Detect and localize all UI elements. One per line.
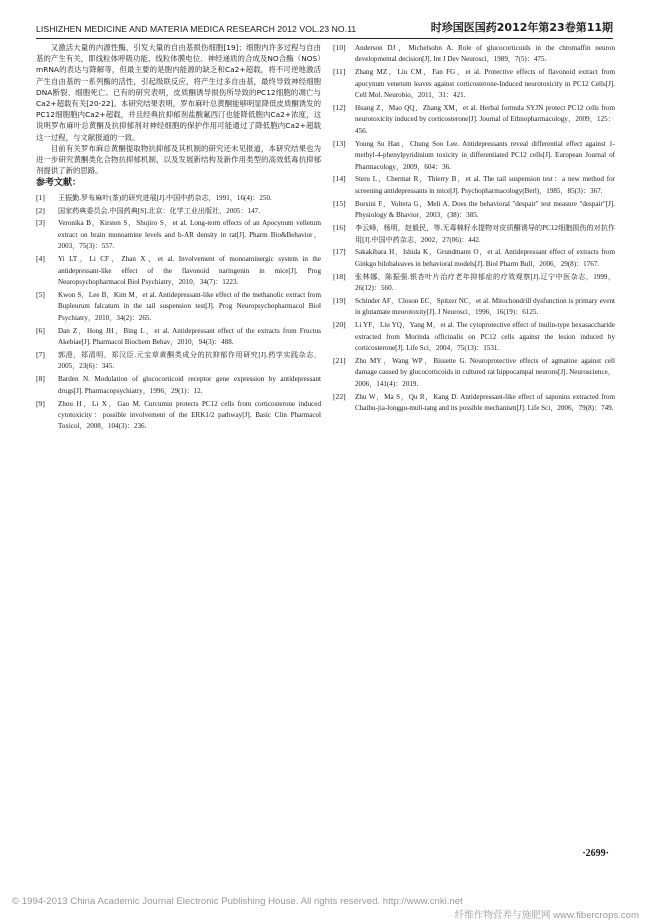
reference-text: Steru L，Chermat R，Thierry B，et al. The tail suspension test：a new method for screening antidepressants in mice[J]. Psychopharmacology(Berl)，1985，85(3)：367.: [355, 175, 615, 195]
reference-number: [18]: [333, 271, 346, 281]
reference-item: [36, 289, 321, 323]
reference-number: [9]: [36, 398, 45, 408]
reference-number: [8]: [36, 374, 45, 384]
reference-list-right: [333, 42, 615, 414]
copyright-text: © 1994-2013 China Academic Journal Electronic Publishing House. All rights reserved.: [12, 896, 381, 907]
reference-item: [333, 66, 615, 100]
reference-text: Barden N. Modulation of glucocorticoid receptor gene expression by antidepressant drugs[J]. Pharmacopsychiatry，1996，29(1)：12.: [58, 375, 321, 395]
reference-text: Huang Z，Mao QQ，Zhang XM，et al. Herbal formula SYJN protect PC12 cells from neurotoxicity induced by corticosterone[J]. Journal of Ethnopharmacology，2009，125：456.: [355, 104, 615, 135]
reference-text: 王振勤.罗布麻叶(茶)的研究进展[J].中国中药杂志，1991，16(4)：250.: [58, 193, 272, 202]
reference-text: Borsini F，Voltera G，Meli A. Does the behavioral "despair" test measure "despair"[J]. Physiology & Bhavior，2003，(38)：385.: [355, 199, 615, 220]
reference-number: [16]: [333, 223, 346, 233]
reference-number: [20]: [333, 320, 346, 330]
reference-number: [10]: [333, 43, 346, 52]
reference-number: [6]: [36, 325, 45, 335]
reference-item: [36, 192, 321, 203]
reference-item: [333, 222, 615, 245]
reference-item: [333, 173, 615, 196]
reference-text: Young Su Han，Chung Soo Lee. Antidepressants reveal differential effect against 1-methyl-4-phenylpyridinium toxicity in differentiated PC12 cells[J]. European Journal of Pharmacology，2009，604：36.: [355, 139, 615, 171]
reference-text: Veronika B，Kirsten S，Shujiro S，et al. Long-term effects of an Apocynum velletum extract on brain monoamine levels and b-AR density in rat[J]. Pharm Bio&Behavior，2003，75(3)：557.: [58, 219, 321, 251]
reference-text: Yi LT，Li CF，Zhan X，et al. Involvement of monoaminergic system in the antidepressant-like effect of the flavonoid naringenin in mice[J]. Prog Neuropsychopharmacol Biol Psychiatry，2010，34(7)：1223.: [58, 255, 321, 286]
reference-text: Kwon S，Lee B，Kim M，et al. Antidepressant-like effect of the methanolic extract from Bupleurum falcatum in the tail suspension test[J]. Prog Neuropsychopharmacol Biol Psychiatry，2010，34(2)：265.: [58, 290, 321, 322]
reference-text: 郭澄，郑清明，郑汉臣.元宝草黄酮类成分的抗抑郁作用研究[J].药学实践杂志，2005，23(6)：345.: [58, 350, 321, 371]
reference-text: 国家药典委员会.中国药典[S].北京：化学工业出版社，2005：147.: [58, 206, 260, 215]
cnki-link[interactable]: http://www.cnki.net: [382, 896, 463, 907]
reference-text: Anderson DJ，Michelsohn A. Role of glucocorticoids in the chromaffin neuron developmental decision[J]. Int J Dev Neurosci，1989，7(5)：475.: [355, 44, 615, 64]
reference-item: [333, 355, 615, 389]
page-header: [36, 12, 613, 39]
reference-number: [1]: [36, 192, 45, 202]
reference-text: Schinder AF，Closon EC，Spitzer NC，et al. Mitochondrill dysfunction is primary event in glutamate meurotoxity[J]. J Neurosci，1996，16(19)：6125.: [355, 297, 615, 317]
reference-item: [36, 398, 321, 432]
page-footer: [12, 896, 639, 921]
reference-item: [333, 391, 615, 414]
reference-item: [36, 349, 321, 372]
reference-number: [17]: [333, 247, 346, 257]
reference-text: Zhu W，Ma S，Qu R，Kang D. Antidepressant-like effect of saponins extracted from Chaihu-jia-longgu-muli-tang and its possible mechanism[J]. Life Sci，2006，79(8)：749.: [355, 392, 615, 413]
reference-item: [333, 319, 615, 353]
reference-item: [36, 325, 321, 348]
page-number: ·2699·: [582, 848, 609, 859]
watermark-site: 纤维作物营养与施肥网 www.fibercrops.com: [454, 910, 639, 921]
references-heading: 参考文献：: [36, 178, 82, 189]
reference-number: [3]: [36, 218, 45, 228]
reference-text: Zhu MY，Wang WP，Bissette G. Neuroprotective effects of agmatine against cell damage caused by glucocorticoids in cultured rat hippocampal neurons[J]. Neuroscience，2006，141(4)：2019.: [355, 357, 615, 388]
left-column: [36, 42, 321, 433]
reference-item: [36, 373, 321, 396]
reference-text: 张林娜，陈振强.银杏叶片治疗老年抑郁症的疗效观察[J].辽宁中医杂志，1999，26(12)：560.: [355, 272, 615, 293]
reference-number: [14]: [333, 174, 346, 184]
reference-item: [333, 198, 615, 221]
reference-text: Zhang MZ，Liu CM，Fan FG，et al. Protective effects of flavonoid extract from apocynum venetum leaves against corticosterone-Induced neurotoxicity in PC12 Cells[J]. Cell Mol. Neurobio，2011，31：421.: [355, 68, 615, 100]
reference-item: [333, 271, 615, 294]
reference-number: [11]: [333, 67, 346, 77]
reference-number: [5]: [36, 289, 45, 299]
reference-number: [2]: [36, 205, 45, 215]
reference-number: [4]: [36, 254, 45, 264]
reference-number: [21]: [333, 356, 346, 366]
reference-item: [333, 102, 615, 136]
reference-item: [36, 253, 321, 287]
reference-text: Dan Z，Hong JH，Bing L，et al. Antidepressant effect of the extracts from Fructus Akebiae[J]. Pharmacol Biochem Behav，2010，94(3)：488.: [58, 326, 321, 347]
reference-item: [36, 205, 321, 216]
reference-item: [36, 217, 321, 251]
reference-text: 李云峰，杨明，赵毅民，等.无毒棉籽水提物对皮质酮诱导的PC12细胞损伤的对抗作用[J].中国中药杂志，2002，27(06)：442.: [355, 224, 615, 244]
reference-number: [22]: [333, 391, 346, 401]
body-paragraph-2: 目前有关罗布麻总黄酮提取物抗抑郁及其机制的研究还未见报道，本研究结果也为进一步研究黄酮类化合物抗抑郁机制，以及发展新结构及新作用类型的高效低毒抗抑郁剂提供了新的思路。: [36, 143, 321, 176]
body-paragraph-1: 又激活大量的内源性酶，引发大量的自由基损伤细胞[19]；细胞内许多过程与自由基的产生有关，即线粒体呼吸功能、线粒体膜电位、神经递质的合成及NO合酶（NOS）mRNA的表达与降解等，但最主要的是胞内能源的缺乏和Ca2+超载，将不可逆地激活产生自由基的一系列酶的活性，引起级联反应，将产生过多自由基，最终导致神经细胞DNA断裂、细胞死亡。已有的研究表明，皮质酮诱导损伤所导致的PC12细胞的凋亡与Ca2+超载有关[20-22]。本研究结果表明，罗布麻叶总黄酮能够明显降低皮质酮诱发的PC12细胞胞内Ca2+超载，并且经典抗抑郁剂盐酸氟西汀也能降低胞内Ca2+浓度，这说明罗布麻叶总黄酮及抗抑郁剂对神经细胞的保护作用可能通过了降低胞内Ca2+超载这一过程，与文献报道的一致。: [36, 43, 321, 142]
reference-text: Li YF，Liu YQ，Yang M，et al. The cytoprotective effect of inulin-type hexasaccharide extracted from Morinda officinalis on PC12 cells against the lesion induced by corticosterone[J]. Life Sci，2004，75(13)：1531.: [355, 321, 615, 353]
reference-number: [12]: [333, 103, 346, 113]
reference-text: Sakakibara H，Ishida K，Grundmann O，et al. Antidepressant effect of extracts from Ginkgo bilobaleaves in behavioral models[J]. Biol Pharm Bull，2006，29(8)：1767.: [355, 248, 615, 268]
reference-item: [333, 138, 615, 172]
reference-number: [15]: [333, 198, 346, 208]
journal-title-cn: 时珍国医国药2012年第23卷第11期: [430, 21, 613, 34]
journal-title-en: LISHIZHEN MEDICINE AND MATERIA MEDICA RESEARCH 2012 VOL.23 NO.11: [36, 24, 357, 34]
reference-number: [13]: [333, 138, 346, 148]
reference-text: Zhou H，Li X，Gao M. Curcumin protects PC12 cells from corticosterone induced cytotoxicity：possible involvement of the ERK1/2 pathway[J]. Basic Clin Pharmacol Toxicol，2008，104(3)：236.: [58, 399, 321, 431]
reference-item: [333, 42, 615, 65]
reference-item: [333, 295, 615, 318]
reference-item: [333, 246, 615, 269]
reference-list-left: [36, 192, 321, 432]
reference-number: [19]: [333, 296, 346, 306]
reference-number: [7]: [36, 349, 45, 359]
right-column: [333, 42, 615, 415]
